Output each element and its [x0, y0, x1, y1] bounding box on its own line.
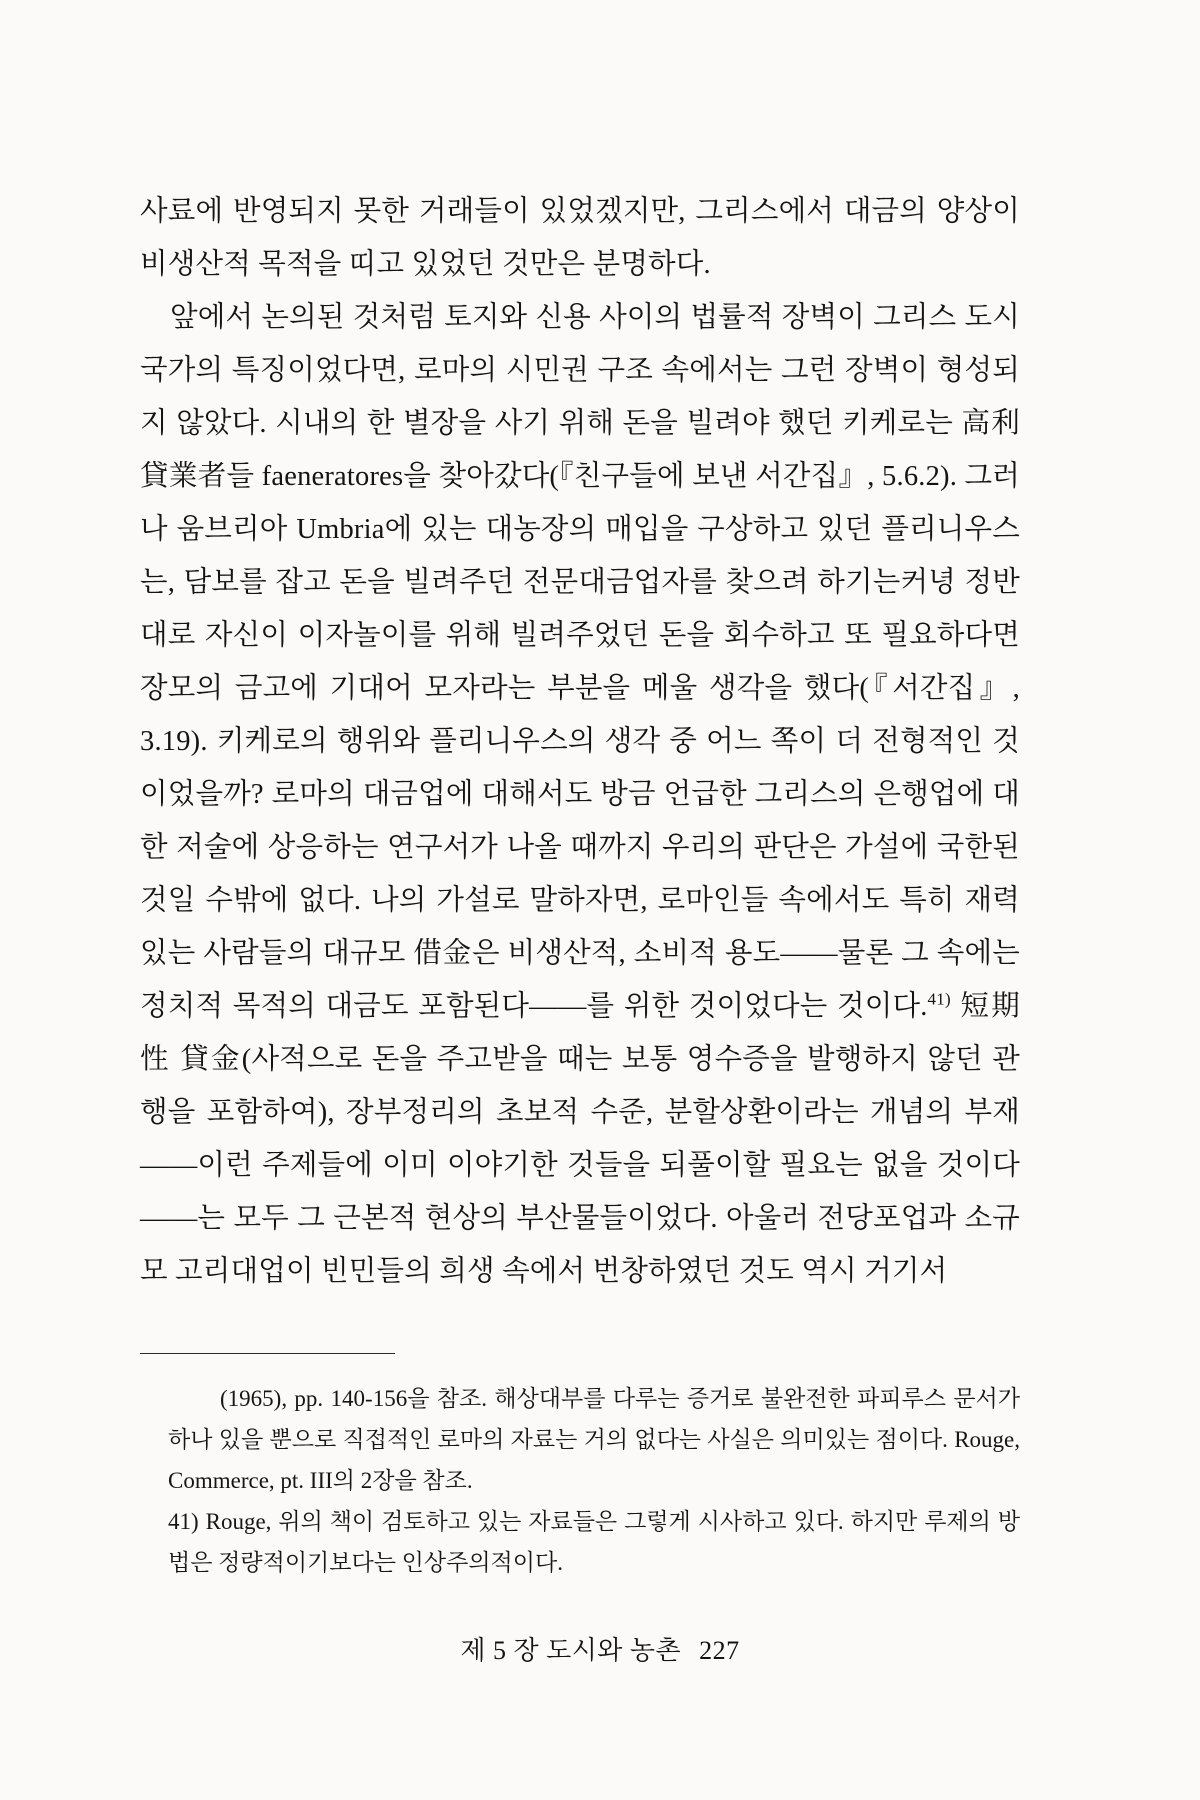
paragraph-2	[140, 291, 1020, 1298]
paragraph-1: 사료에 반영되지 못한 거래들이 있었겠지만, 그리스에서 대금의 양상이 비생산적 목적을 띠고 있었던 것만은 분명하다.	[140, 196, 1020, 280]
footer-page-number: 227	[699, 1636, 740, 1665]
footnote-continued: (1965), pp. 140-156을 참조. 해상대부를 다루는 증거로 불완전한 파피루스 문서가 하나 있을 뿐으로 직접적인 로마의 자료는 거의 없다는 사실은 의미있는 점이다. Rouge, Commerce, pt. III의 2장을 참조.	[168, 1386, 1020, 1493]
footer-chapter-title: 제 5 장 도시와 농촌	[460, 1636, 682, 1665]
footnote-marker-41: 41)	[927, 989, 951, 1009]
paragraph-2-main: 앞에서 논의된 것처럼 토지와 신용 사이의 법률적 장벽이 그리스 도시국가의 특징이었다면, 로마의 시민권 구조 속에서는 그런 장벽이 형성되지 않았다. 시내의 한 별장을 사기 위해 돈을 빌려야 했던 키케로는 高利貸業者들 faeneratores을 찾아갔다(『친구들에 보낸 서간집』, 5.6.2). 그러나 움브리아 Umbria에 있는 대농장의 매입을 구상하고 있던 플리니우스는, 담보를 잡고 돈을 빌려주던 전문대금업자를 찾으려 하기는커녕 정반대로 자신이 이자놀이를 위해 빌려주었던 돈을 회수하고 또 필요하다면 장모의 금고에 기대어 모자라는 부분을 메울 생각을 했다(『서간집』, 3.19). 키케로의 행위와 플리니우스의 생각 중 어느 쪽이 더 전형적인 것이었을까? 로마의 대금업에 대해서도 방금 언급한 그리스의 은행업에 대한 저술에 상응하는 연구서가 나올 때까지 우리의 판단은 가설에 국한된 것일 수밖에 없다. 나의 가설로 말하자면, 로마인들 속에서도 특히 재력 있는 사람들의 대규모 借金은 비생산적, 소비적 용도——물론 그 속에는 정치적 목적의 대금도 포함된다——를 위한 것이었다는 것이다.	[140, 302, 1020, 1022]
footnote-separator-rule	[140, 1353, 395, 1354]
page-footer	[0, 1630, 1200, 1667]
paragraph-2-tail: 短期性 貸金(사적으로 돈을 주고받을 때는 보통 영수증을 발행하지 않던 관행을 포함하여), 장부정리의 초보적 수준, 분할상환이라는 개념의 부재——이런 주제들에 이미 이야기한 것들을 되풀이할 필요는 없을 것이다——는 모두 그 근본적 현상의 부산물들이었다. 아울러 전당포업과 소규모 고리대업이 빈민들의 희생 속에서 번창하였던 것도 역시 거기서	[140, 991, 1020, 1287]
footnotes-block	[140, 1378, 1020, 1583]
page-body	[140, 185, 1020, 1298]
body-text-block	[140, 185, 1020, 1298]
footnote-41-marker: 41)	[168, 1509, 199, 1534]
footnote-41	[140, 1501, 1020, 1583]
footnote-41-text: Rouge, 위의 책이 검토하고 있는 자료들은 그렇게 시사하고 있다. 하지만 루제의 방법은 정량적이기보다는 인상주의적이다.	[168, 1509, 1020, 1575]
